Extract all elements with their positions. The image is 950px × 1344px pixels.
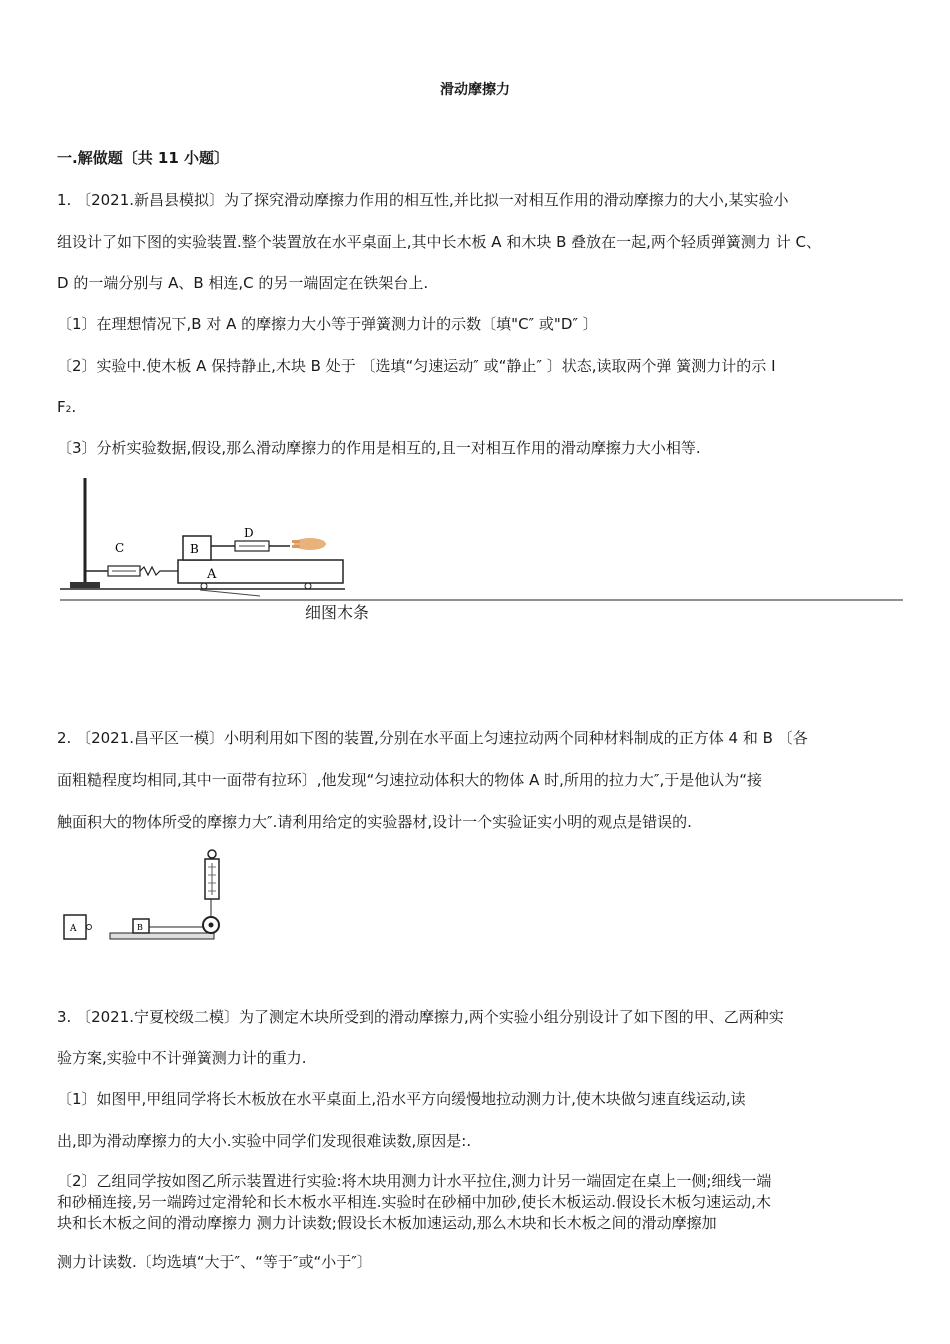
page-title: 滑动摩擦力 bbox=[440, 82, 510, 98]
q3-part-1a: 〔1〕如图甲,甲组同学将长木板放在水平桌面上,沿水平方向缓慢地拉动测力计,使木块做匀速直线运动,读 bbox=[57, 1090, 746, 1108]
hand-icon bbox=[292, 538, 326, 550]
q3-part-2c: 块和长木板之间的滑动摩擦力 测力计读数;假设长木板加速运动,那么木块和长木板之间的滑动摩擦加 bbox=[57, 1214, 717, 1232]
q1-part-2: 〔2〕实验中.使木板 A 保持静止,木块 B 处于 〔选填“匀速运动″ 或“静止″ 〕状态,读取两个弹 簧测力计的示 I bbox=[57, 357, 776, 375]
q2-line-3: 触面积大的物体所受的摩擦力大″.请利用给定的实验器材,设计一个实验证实小明的观点是错误的. bbox=[57, 813, 692, 831]
q1-apparatus-figure bbox=[60, 472, 910, 604]
q3-part-2d: 测力计读数.〔均选填“大于″、“等于″或“小于″〕 bbox=[57, 1253, 372, 1271]
iron-stand-base bbox=[70, 582, 100, 588]
q1-part-3: 〔3〕分析实验数据,假设,那么滑动摩擦力的作用是相互的,且一对相互作用的滑动摩擦力大小相等. bbox=[57, 439, 701, 457]
q3-part-1b: 出,即为滑动摩擦力的大小.实验中同学们发现很难读数,原因是:. bbox=[57, 1132, 472, 1150]
q1-line-1: 1. 〔2021.新昌县模拟〕为了探究滑动摩擦力作用的相互性,并比拟一对相互作用的滑动摩擦力的大小,某实验小 bbox=[57, 191, 789, 209]
label-b: B bbox=[190, 542, 199, 556]
cube-b-label: B bbox=[137, 923, 143, 932]
q1-part-2-cont: F2. bbox=[57, 398, 77, 416]
q3-line-1: 3. 〔2021.宁夏校级二模〕为了测定木块所受到的滑动摩擦力,两个实验小组分别设计了如下图的甲、乙两种实 bbox=[57, 1008, 784, 1026]
q1-line-3: D 的一端分别与 A、B 相连,C 的另一端固定在铁架台上. bbox=[57, 274, 429, 292]
q2-apparatus-figure bbox=[60, 845, 240, 945]
board-a bbox=[178, 560, 343, 583]
long-board bbox=[110, 933, 214, 939]
q1-figure-caption: 细图木条 bbox=[305, 603, 370, 622]
q1-part-1: 〔1〕在理想情况下,B 对 A 的摩擦力大小等于弹簧测力计的示数〔填"C″ 或"D″ 〕 bbox=[57, 315, 598, 333]
label-a: A bbox=[207, 567, 217, 582]
section-heading: 一.解做题〔共 11 小题〕 bbox=[57, 149, 230, 167]
cube-a-label: A bbox=[70, 924, 77, 934]
q3-line-2: 验方案,实验中不计弹簧测力计的重力. bbox=[57, 1049, 307, 1067]
label-d: D bbox=[244, 526, 254, 540]
q2-line-2: 面粗糙程度均相同,其中一面带有拉环〕,他发现“匀速拉动体积大的物体 A 时,所用的拉力大″,于是他认为“接 bbox=[57, 771, 763, 789]
q2-line-1: 2. 〔2021.昌平区一模〕小明利用如下图的装置,分别在水平面上匀速拉动两个同种材料制成的正方体 4 和 B 〔各 bbox=[57, 729, 808, 747]
q3-part-2a: 〔2〕乙组同学按如图乙所示装置进行实验:将木块用测力计水平拉住,测力计另一端固定在桌上一侧;细线一端 bbox=[57, 1172, 772, 1190]
label-c: C bbox=[115, 541, 125, 555]
q3-part-2b: 和砂桶连接,另一端跨过定滑轮和长木板水平相连.实验时在砂桶中加砂,使长木板运动.假设长木板匀速运动,木 bbox=[57, 1193, 771, 1211]
q1-line-2: 组设计了如下图的实验装置.整个装置放在水平桌面上,其中长木板 A 和木块 B 叠放在一起,两个轻质弹簧测力 计 C、 bbox=[57, 233, 821, 251]
